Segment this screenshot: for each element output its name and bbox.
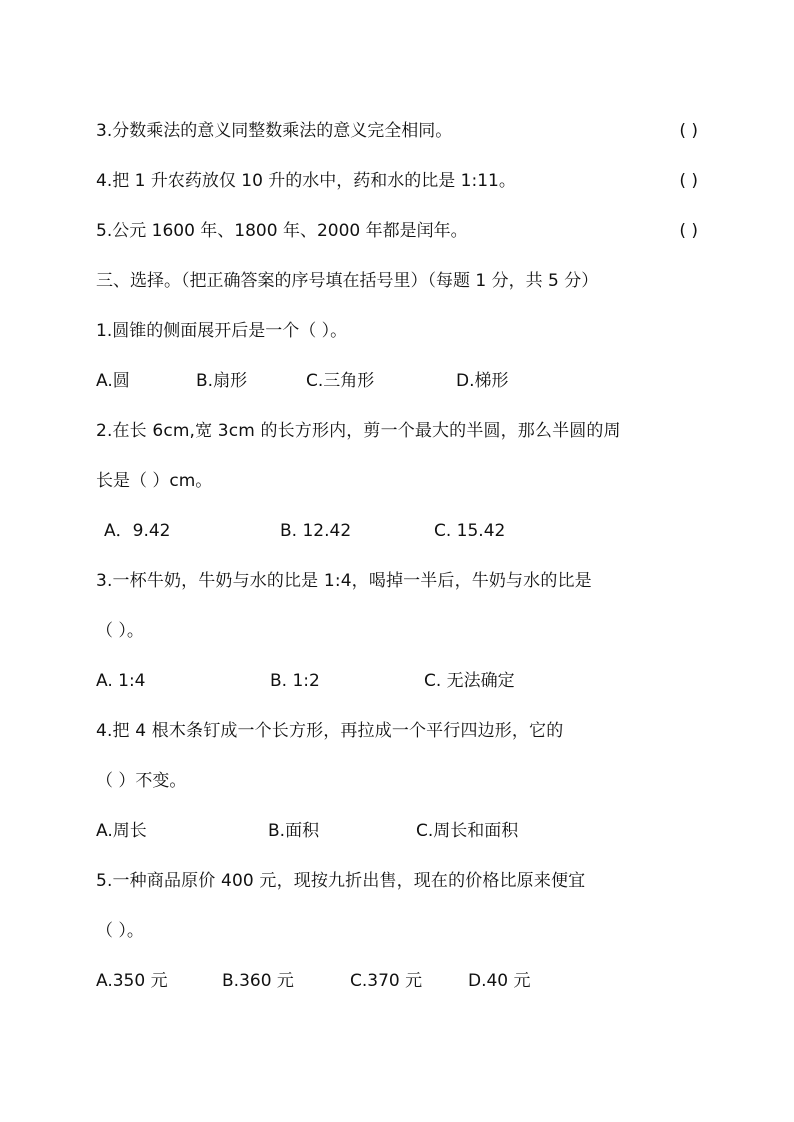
question-2-continued bbox=[96, 466, 698, 496]
section-title-choice bbox=[96, 266, 698, 296]
question-text-line2: 长是（ ）cm。 bbox=[96, 471, 213, 491]
question-3-options bbox=[96, 666, 698, 696]
option-c: C. 无法确定 bbox=[424, 671, 515, 691]
question-1 bbox=[96, 316, 698, 346]
option-b: B. 12.42 bbox=[280, 521, 352, 541]
section-title-text: 三、选择。（把正确答案的序号填在括号里）（每题 1 分，共 5 分） bbox=[96, 271, 599, 291]
question-1-options bbox=[96, 366, 698, 396]
option-b: B.360 元 bbox=[222, 971, 294, 991]
judgement-text: 4.把 1 升农药放仅 10 升的水中，药和水的比是 1:11。 bbox=[96, 171, 516, 191]
option-a: A.周长 bbox=[96, 821, 147, 841]
question-3-continued bbox=[96, 616, 698, 646]
option-b: B. 1:2 bbox=[270, 671, 320, 691]
question-4 bbox=[96, 716, 698, 746]
question-text-line1: 5.一种商品原价 400 元，现按九折出售，现在的价格比原来便宜 bbox=[96, 871, 586, 891]
question-text-line1: 2.在长 6cm,宽 3cm 的长方形内，剪一个最大的半圆，那么半圆的周 bbox=[96, 421, 621, 441]
judgement-item-3 bbox=[96, 116, 698, 146]
option-c: C.周长和面积 bbox=[416, 821, 519, 841]
option-b: B.扇形 bbox=[196, 371, 248, 391]
question-2-options bbox=[96, 516, 698, 546]
option-a: A.圆 bbox=[96, 371, 130, 391]
question-text-line2: （ ）。 bbox=[96, 621, 144, 641]
question-text: 1.圆锥的侧面展开后是一个（ ）。 bbox=[96, 321, 348, 341]
option-c: C. 15.42 bbox=[434, 521, 506, 541]
judgement-item-5 bbox=[96, 216, 698, 246]
option-a: A．9.42 bbox=[104, 521, 171, 541]
question-text-line2: （ ）。 bbox=[96, 921, 144, 941]
option-a: A. 1:4 bbox=[96, 671, 146, 691]
question-2 bbox=[96, 416, 698, 446]
judgement-item-4 bbox=[96, 166, 698, 196]
question-text-line1: 4.把 4 根木条钉成一个长方形，再拉成一个平行四边形，它的 bbox=[96, 721, 564, 741]
option-a: A.350 元 bbox=[96, 971, 168, 991]
question-3 bbox=[96, 566, 698, 596]
question-5-options bbox=[96, 966, 698, 996]
answer-parentheses: ( ) bbox=[679, 121, 698, 141]
question-5-continued bbox=[96, 916, 698, 946]
question-text-line1: 3.一杯牛奶，牛奶与水的比是 1:4，喝掉一半后，牛奶与水的比是 bbox=[96, 571, 592, 591]
option-d: D.40 元 bbox=[468, 971, 531, 991]
question-text-line2: （ ）不变。 bbox=[96, 771, 187, 791]
option-b: B.面积 bbox=[268, 821, 320, 841]
answer-parentheses: ( ) bbox=[679, 221, 698, 241]
answer-parentheses: ( ) bbox=[679, 171, 698, 191]
judgement-text: 5.公元 1600 年、1800 年、2000 年都是闰年。 bbox=[96, 221, 468, 241]
option-d: D.梯形 bbox=[456, 371, 509, 391]
question-4-options bbox=[96, 816, 698, 846]
judgement-text: 3.分数乘法的意义同整数乘法的意义完全相同。 bbox=[96, 121, 453, 141]
question-5 bbox=[96, 866, 698, 896]
question-4-continued bbox=[96, 766, 698, 796]
option-c: C.370 元 bbox=[350, 971, 423, 991]
option-c: C.三角形 bbox=[306, 371, 375, 391]
